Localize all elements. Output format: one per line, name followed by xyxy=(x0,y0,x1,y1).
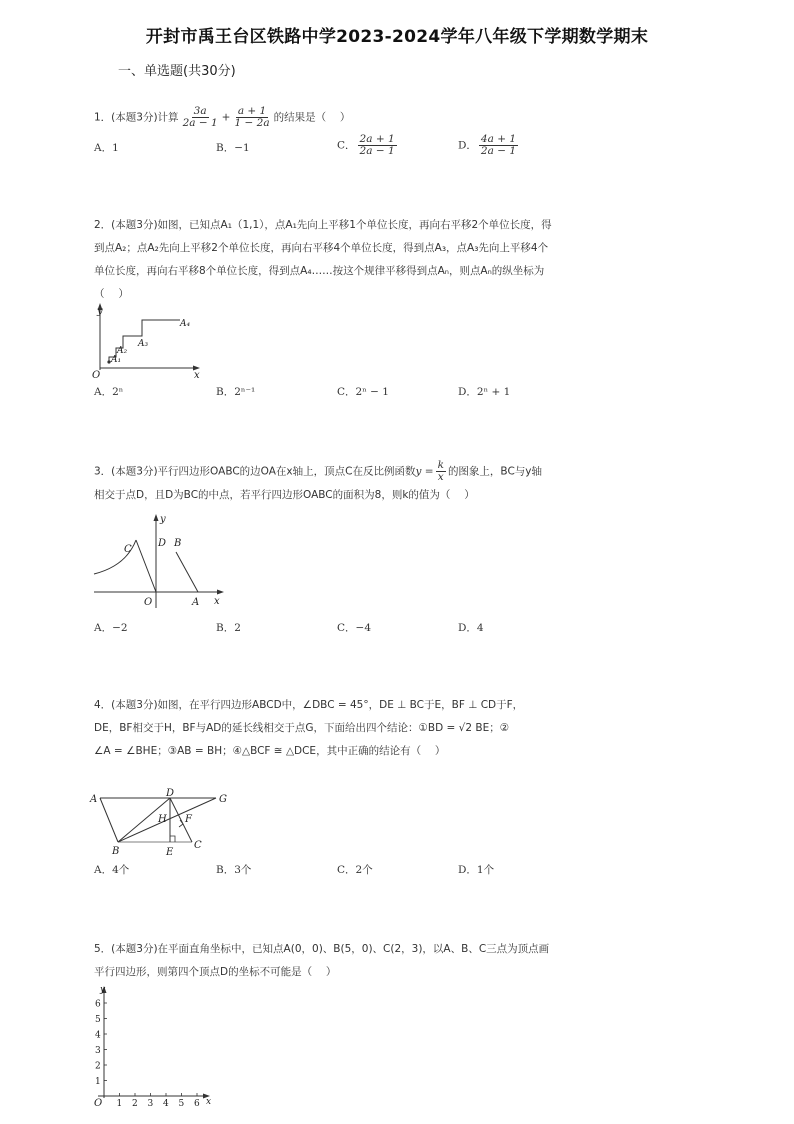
q4-option-a[interactable]: A．4个 xyxy=(94,864,130,876)
label-a4: A₄ xyxy=(180,319,191,329)
x-label: x xyxy=(206,1097,212,1107)
q3-option-b[interactable]: B．2 xyxy=(216,622,241,634)
x-tick-label: 6 xyxy=(194,1099,200,1109)
page-title: 开封市禹王台区铁路中学2023-2024学年八年级下学期数学期末 xyxy=(145,27,649,47)
q3-option-c[interactable]: C．−4 xyxy=(337,622,372,634)
q4-option-c[interactable]: C．2个 xyxy=(337,864,373,876)
label-a3: A₃ xyxy=(138,339,149,349)
fraction-1: $\frac{3a}{2a - 1}$ xyxy=(182,105,218,129)
q2-option-a[interactable]: A．2ⁿ xyxy=(94,386,124,398)
label-b: B xyxy=(174,538,182,549)
segment-bg xyxy=(118,798,216,842)
question-5-stem: 5．(本题3分)在平面直角坐标中，已知点A(0，0)、B(5，0)、C(2，3)，以A、B、C三点为顶点画 平行四边形，则第四个顶点D的坐标不可能是（ ） xyxy=(94,943,550,978)
question-1-stem: 1．(本题3分)计算 $\frac{3a}{2a - 1}$ + $\frac{a + 1}{1 - 2a}$ 的结果是（ ） xyxy=(94,105,351,129)
x-tick-label: 3 xyxy=(147,1099,154,1109)
x-label: x xyxy=(194,370,200,380)
x-tick-label: 5 xyxy=(178,1099,185,1109)
y-tick-label: 3 xyxy=(95,1046,101,1056)
q1-option-a[interactable]: A．1 xyxy=(94,142,119,154)
right-angle-mark-e xyxy=(170,836,175,842)
y-tick-label: 1 xyxy=(95,1077,101,1087)
q2-option-d[interactable]: D．2ⁿ + 1 xyxy=(458,386,511,398)
label-f: F xyxy=(185,814,192,825)
x-arrow xyxy=(217,590,224,595)
label-a: A xyxy=(90,794,98,805)
label-a2: A₂ xyxy=(117,346,128,356)
y-arrow xyxy=(154,514,159,521)
y-label: y xyxy=(100,985,106,995)
q4-option-b[interactable]: B．3个 xyxy=(216,864,252,876)
q2-figure xyxy=(88,300,208,380)
origin-label: O xyxy=(92,370,101,380)
y-tick-label: 4 xyxy=(95,1030,101,1041)
question-3-stem: 3．(本题3分)平行四边形OABC的边OA在x轴上，顶点C在反比例函数y = $\frac{k}{x}$ 的图象上，BC与y轴 相交于点D，且D为BC的中点，若平行四边形OABC的面积为8，则k的值为（ ） xyxy=(94,459,543,501)
q3-option-d[interactable]: D．4 xyxy=(458,622,484,634)
label-e: E xyxy=(166,847,174,858)
question-4-stem: 4．(本题3分)如图，在平行四边形ABCD中，∠DBC = 45°，DE ⊥ BC于E，BF ⊥ CD于F， DE，BF相交于H，BF与AD的延长线相交于点G，下面给出四个结论：①BD = √2 BE；② ∠A = ∠BHE；③AB = BH；④△BCF ≅ △DCE，其中正确的结论有（ ） xyxy=(94,699,524,757)
segment-ab xyxy=(176,552,198,592)
section-heading: 一、单选题(共30分) xyxy=(118,64,236,79)
y-tick-label: 5 xyxy=(95,1015,101,1025)
label-d: D xyxy=(158,538,167,549)
fraction-k-over-x: $\frac{k}{x}$ xyxy=(437,459,444,483)
x-tick-label: 2 xyxy=(132,1099,138,1109)
y-tick-label: 2 xyxy=(95,1061,101,1072)
y-tick-label: 6 xyxy=(95,999,101,1010)
q3-option-a[interactable]: A．−2 xyxy=(94,622,128,634)
label-c: C xyxy=(194,840,202,851)
origin-label: O xyxy=(94,1098,103,1109)
q1-option-c[interactable]: C． $\frac{2a + 1}{2a - 1}$ xyxy=(337,133,395,157)
question-2-stem: 2．(本题3分)如图，已知点A₁（1,1），点A₁先向上平移1个单位长度，再向右平移2个单位长度，得 到点A₂；点A₂先向上平移2个单位长度，再向右平移4个单位长度，得到点A₃，点A₃先向上平移4个 单位长度，再向右平移8个单位长度，得到点A₄……按这个规律平移得到点Aₙ，则点Aₙ的纵坐标为 （ ） xyxy=(94,219,552,300)
q2-option-b[interactable]: B．2ⁿ⁻¹ xyxy=(216,386,256,398)
label-g: G xyxy=(219,794,227,805)
label-h: H xyxy=(158,814,167,825)
origin-label: O xyxy=(144,597,153,608)
label-b: B xyxy=(112,846,120,857)
q1-option-d[interactable]: D． $\frac{4a + 1}{2a - 1}$ xyxy=(458,133,517,157)
q4-option-d[interactable]: D．1个 xyxy=(458,864,495,876)
x-label: x xyxy=(214,596,220,607)
right-angle-mark-f xyxy=(179,820,183,827)
q5-figure xyxy=(86,982,226,1110)
segment-oc xyxy=(136,540,156,592)
x-tick-label: 4 xyxy=(163,1099,169,1109)
q4-figure xyxy=(88,784,238,858)
q3-figure xyxy=(90,508,230,612)
x-tick-label: 1 xyxy=(116,1099,123,1109)
label-a: A xyxy=(192,597,200,608)
label-d: D xyxy=(166,788,175,799)
y-label: y xyxy=(97,306,103,317)
label-a1: A₁ xyxy=(111,355,122,365)
y-label: y xyxy=(160,514,166,525)
q2-option-c[interactable]: C．2ⁿ − 1 xyxy=(337,386,389,398)
segment-ab xyxy=(100,798,118,842)
q1-option-b[interactable]: B．−1 xyxy=(216,142,250,154)
fraction-2: $\frac{a + 1}{1 - 2a}$ xyxy=(234,105,270,129)
label-c: C xyxy=(124,544,132,555)
